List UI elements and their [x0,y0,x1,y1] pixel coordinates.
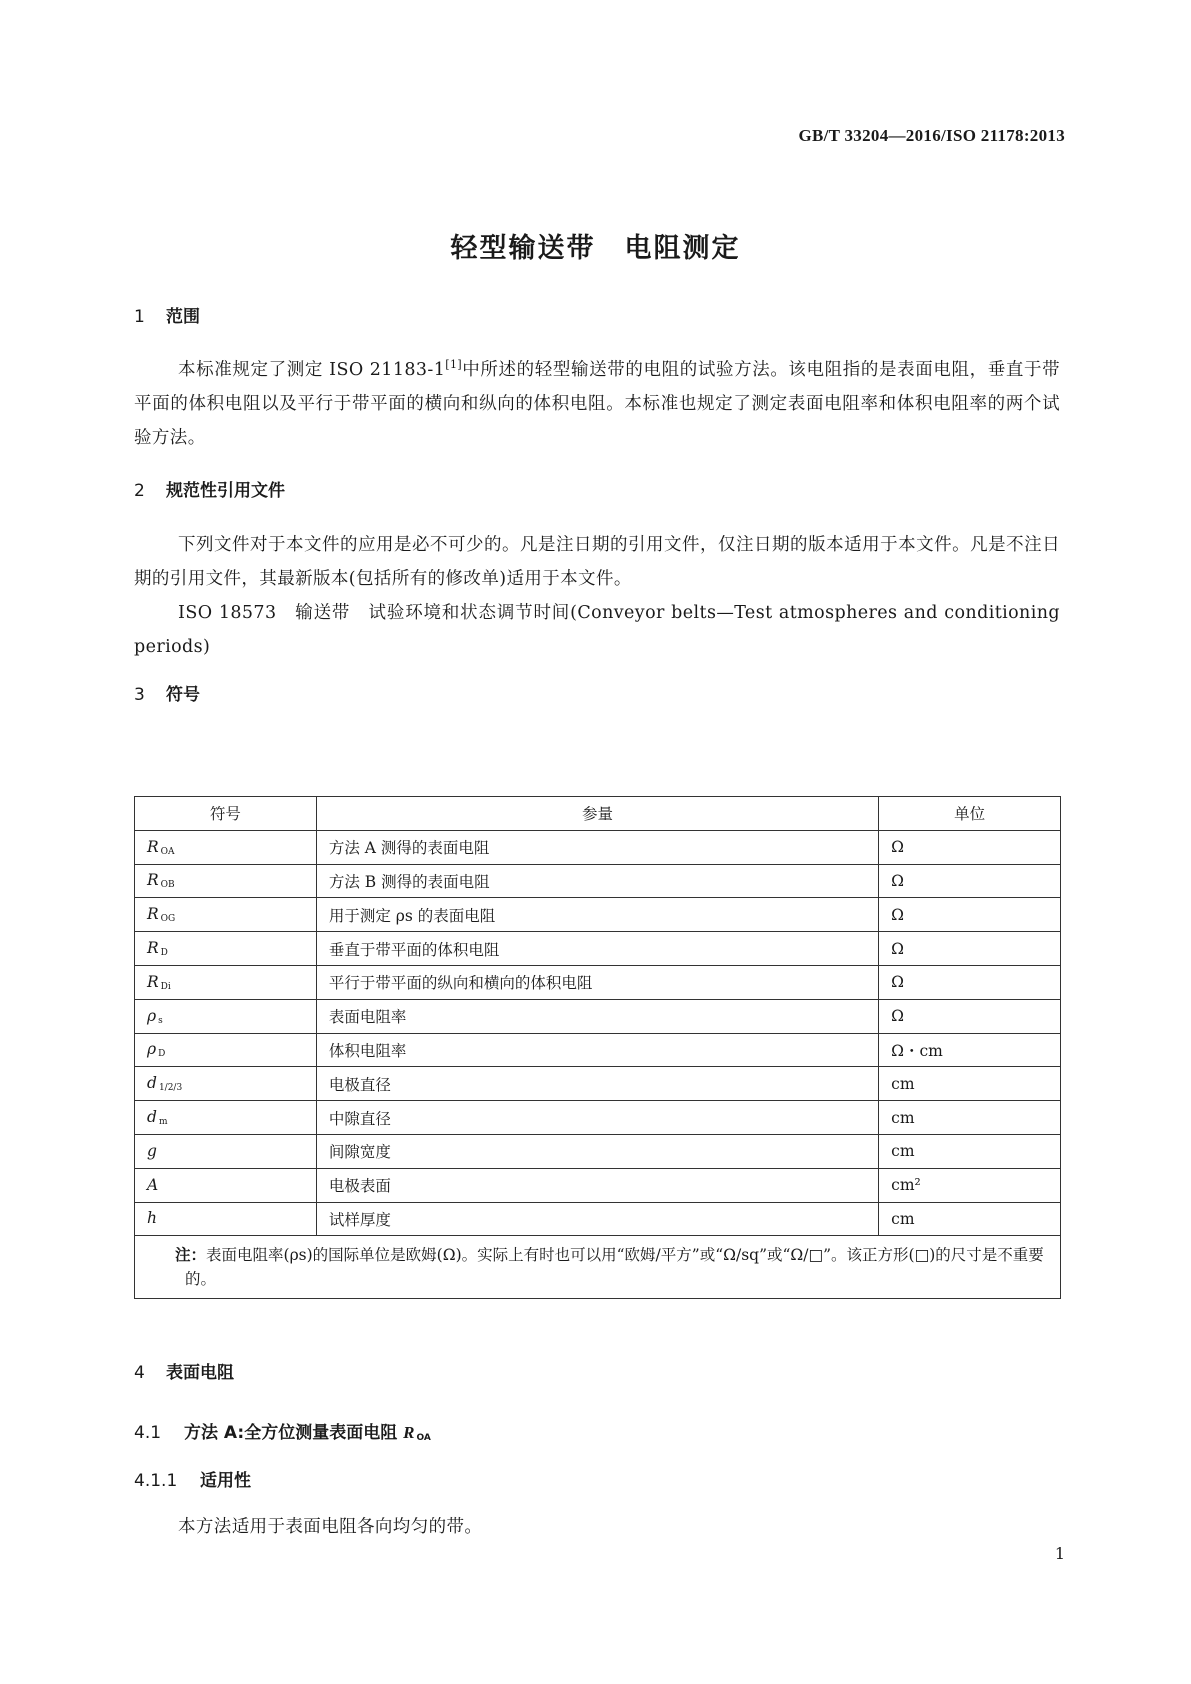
symbol-cell [135,1101,317,1135]
section-number: 2 [134,481,145,501]
section-title: 方法 A:全方位测量表面电阻 [184,1423,404,1443]
section-number: 3 [134,685,145,705]
unit-cell: Ω [879,999,1061,1033]
symbol-cell [135,1033,317,1067]
quantity-cell: 用于测定 ρs 的表面电阻 [316,898,878,932]
symbol-cell [135,830,317,864]
table-row [135,1101,1061,1135]
section-1-heading [134,302,200,327]
section-1-paragraph [134,353,1060,455]
unit-cell: cm² [879,1168,1061,1202]
quantity-cell: 间隙宽度 [316,1134,878,1168]
table-row [135,1067,1061,1101]
symbol-cell [135,932,317,966]
standard-code: GB/T 33204—2016/ISO 21178:2013 [798,126,1065,145]
symbol-letter: R [147,972,159,991]
quantity-cell: 体积电阻率 [316,1033,878,1067]
symbol-letter: R [147,837,159,856]
table-row [135,999,1061,1033]
normative-reference-item: ISO 18573 输送带 试验环境和状态调节时间(Conveyor belts—Test atmospheres and conditioning periods) [134,603,1060,657]
table-row [135,898,1061,932]
column-header-symbol: 符号 [135,797,317,831]
page-number: 1 [1054,1544,1065,1563]
section-title: 符号 [166,685,200,705]
table-note [135,1236,1061,1299]
column-header-quantity: 参量 [316,797,878,831]
section-4-1-1-heading [134,1466,251,1491]
quantity-cell: 表面电阻率 [316,999,878,1033]
unit-cell: Ω [879,965,1061,999]
section-2-heading [134,476,285,501]
section-title: 规范性引用文件 [166,481,285,501]
symbol-subscript: 1/2/3 [158,1083,183,1094]
section-number: 4 [134,1363,145,1383]
symbol-subscript: m [158,1117,168,1128]
unit-cell: Ω [879,864,1061,898]
note-text: 表面电阻率(ρs)的国际单位是欧姆(Ω)。实际上有时也可以用“欧姆/平方”或“Ω/sq”或“Ω/□”。该正方形(□)的尺寸是不重要的。 [185,1246,1044,1289]
column-header-unit: 单位 [879,797,1061,831]
section-title: 表面电阻 [166,1363,234,1383]
quantity-cell: 电极表面 [316,1168,878,1202]
symbols-table [134,796,1061,1299]
unit-cell: Ω・cm [879,1033,1061,1067]
symbol-letter: R [147,871,159,890]
table-row [135,932,1061,966]
table-row [135,864,1061,898]
scope-text-b: 中所述的轻型输送带的电阻的试验方法。该电阻指的是表面电阻，垂直于带平面的体积电阻以及平行于带平面的横向和纵向的体积电阻。本标准也规定了测定表面电阻率和体积电阻率的两个试验方法。 [134,360,1060,448]
reference-marker[interactable]: [1] [445,358,463,372]
symbol-cell [135,999,317,1033]
quantity-cell: 垂直于带平面的体积电阻 [316,932,878,966]
symbol-subscript: OB [160,880,175,891]
table-row [135,965,1061,999]
symbol-subscript: D [160,948,168,959]
unit-cell: Ω [879,898,1061,932]
table-row [135,830,1061,864]
table-row [135,1134,1061,1168]
symbol-letter: g [147,1141,157,1160]
symbol-letter: A [147,1175,159,1194]
section-number: 4.1.1 [134,1471,178,1491]
symbol-letter: d [147,1108,157,1127]
symbol-letter: R [147,939,159,958]
section-title: 范围 [166,307,200,327]
table-note-row [135,1236,1061,1299]
symbol-cell [135,898,317,932]
symbol-cell [135,965,317,999]
symbol-letter: ρ [147,1006,157,1025]
quantity-cell: 方法 A 测得的表面电阻 [316,830,878,864]
section-4-heading [134,1358,234,1383]
table-row [135,1202,1061,1236]
normative-intro-paragraph: 下列文件对于本文件的应用是必不可少的。凡是注日期的引用文件，仅注日期的版本适用于本文件。凡是不注日期的引用文件，其最新版本(包括所有的修改单)适用于本文件。 [134,535,1060,589]
section-title-subscript: OA [416,1433,431,1443]
unit-cell: cm [879,1067,1061,1101]
symbol-subscript: s [158,1015,163,1026]
symbol-subscript: D [158,1049,166,1060]
symbol-letter: h [147,1209,157,1228]
section-2-paragraphs [134,528,1060,664]
symbol-cell [135,1202,317,1236]
quantity-cell: 电极直径 [316,1067,878,1101]
unit-cell: cm [879,1101,1061,1135]
section-title: 适用性 [200,1471,251,1491]
symbol-cell [135,1168,317,1202]
symbol-letter: ρ [147,1040,157,1059]
quantity-cell: 方法 B 测得的表面电阻 [316,864,878,898]
section-4-1-heading [134,1418,431,1443]
note-label: 注： [175,1246,207,1265]
symbol-subscript: Di [160,981,171,992]
symbol-subscript: OA [160,846,175,857]
quantity-cell: 试样厚度 [316,1202,878,1236]
section-4-1-1-paragraph: 本方法适用于表面电阻各向均匀的带。 [178,1517,483,1537]
scope-text-a: 本标准规定了测定 ISO 21183-1 [178,360,446,380]
symbol-cell [135,1067,317,1101]
section-number: 4.1 [134,1423,162,1443]
section-title-symbol: R [403,1423,415,1442]
symbol-letter: R [147,905,159,924]
quantity-cell: 平行于带平面的纵向和横向的体积电阻 [316,965,878,999]
unit-cell: cm [879,1134,1061,1168]
table-header-row [135,797,1061,831]
unit-cell: cm [879,1202,1061,1236]
section-3-heading [134,680,200,705]
symbol-cell [135,1134,317,1168]
table-row [135,1168,1061,1202]
unit-cell: Ω [879,932,1061,966]
document-title: 轻型输送带 电阻测定 [450,233,741,264]
unit-cell: Ω [879,830,1061,864]
quantity-cell: 中隙直径 [316,1101,878,1135]
symbol-letter: d [147,1074,157,1093]
table-row [135,1033,1061,1067]
symbol-subscript: OG [160,914,176,925]
symbol-cell [135,864,317,898]
section-number: 1 [134,307,145,327]
